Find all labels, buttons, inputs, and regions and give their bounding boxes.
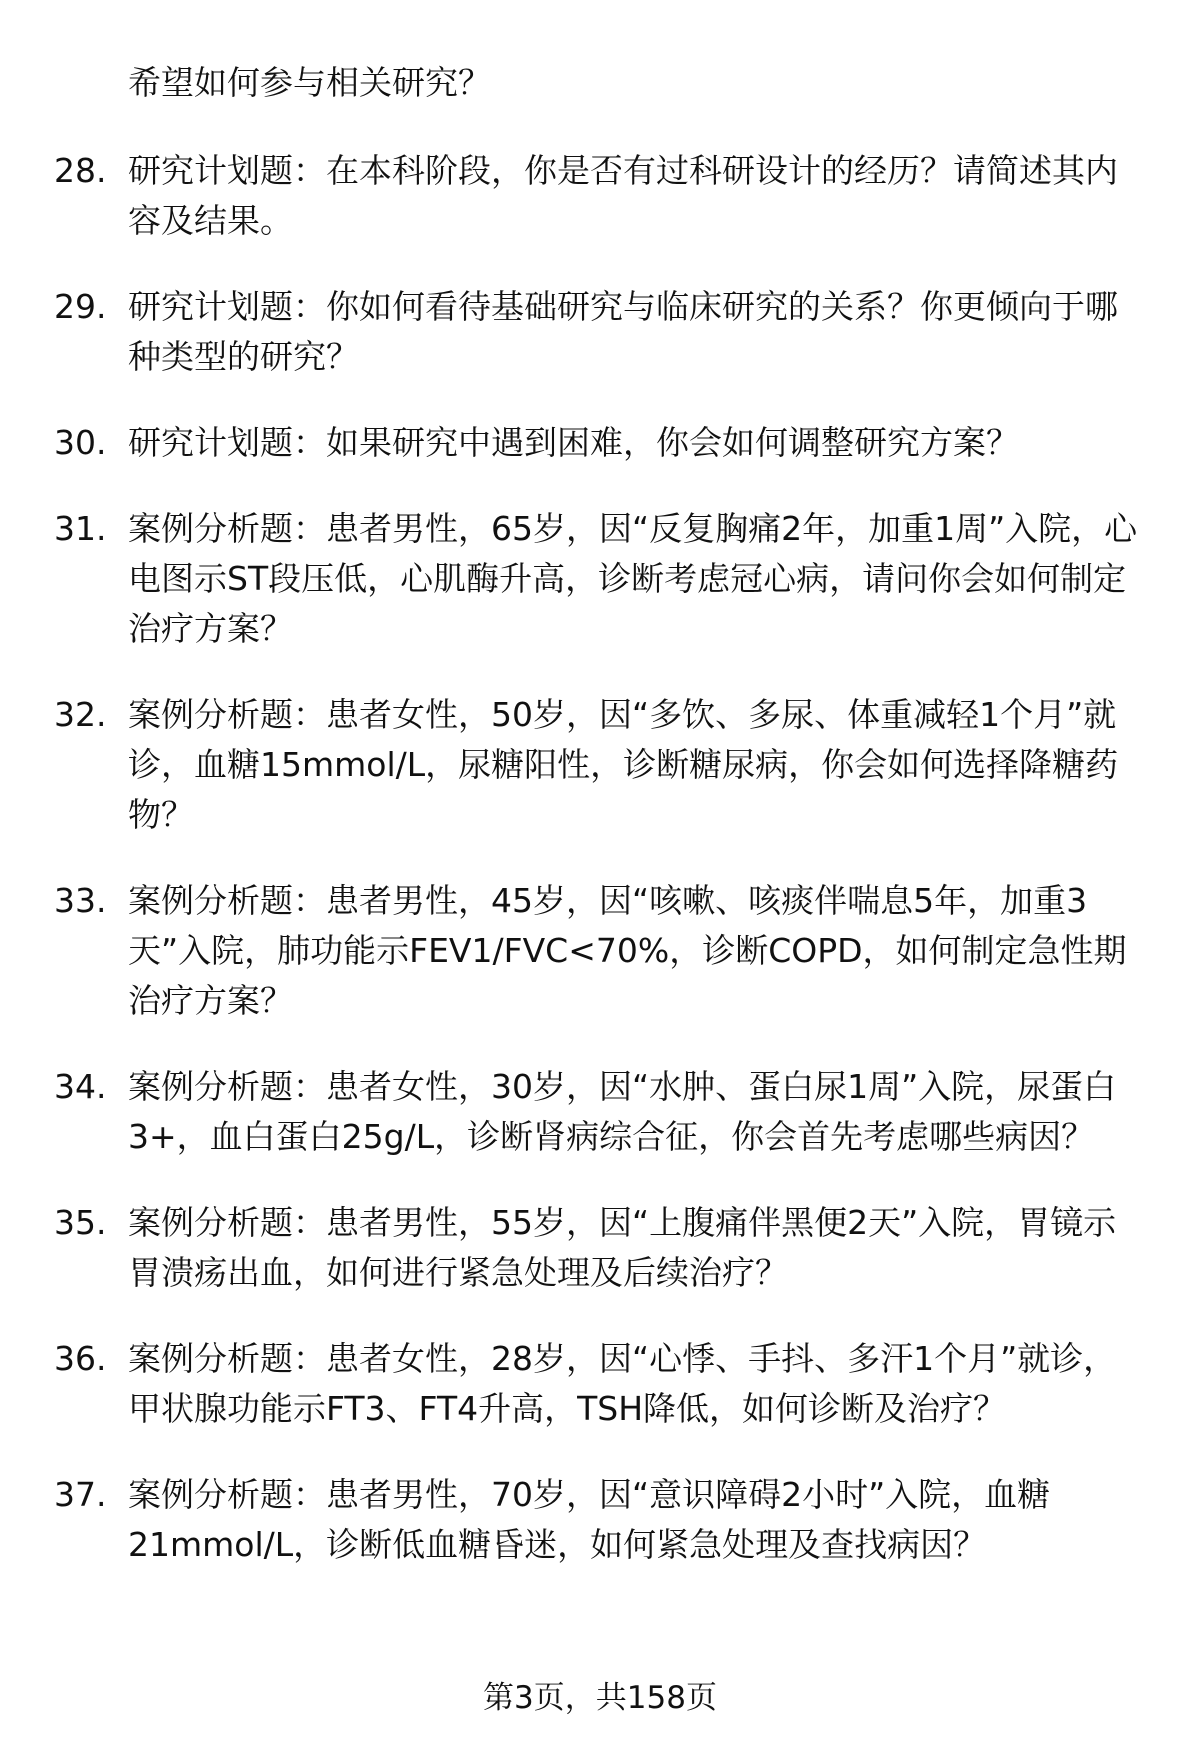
question-item bbox=[0, 282, 1200, 382]
question-text: 案例分析题：患者女性，28岁，因“心悸、手抖、多汗1个月”就诊，甲状腺功能示FT3、FT4升高，TSH降低，如何诊断及治疗？ bbox=[128, 1339, 1117, 1428]
question-number: 34. bbox=[54, 1067, 107, 1106]
question-list bbox=[0, 146, 1200, 1606]
question-number: 31. bbox=[54, 509, 107, 548]
question-text: 案例分析题：患者男性，70岁，因“意识障碍2小时”入院，血糖21mmol/L，诊断低血糖昏迷，如何紧急处理及查找病因？ bbox=[128, 1475, 1051, 1564]
question-number: 37. bbox=[54, 1475, 107, 1514]
question-number: 32. bbox=[54, 695, 107, 734]
question-item bbox=[0, 146, 1200, 246]
question-item bbox=[0, 690, 1200, 840]
question-text: 案例分析题：患者男性，45岁，因“咳嗽、咳痰伴喘息5年，加重3天”入院，肺功能示FEV1/FVC<70%，诊断COPD，如何制定急性期治疗方案？ bbox=[128, 881, 1127, 1020]
question-text: 研究计划题：你如何看待基础研究与临床研究的关系？你更倾向于哪种类型的研究？ bbox=[128, 287, 1118, 376]
question-item bbox=[0, 1334, 1200, 1434]
question-number: 36. bbox=[54, 1339, 107, 1378]
question-item bbox=[0, 1062, 1200, 1162]
question-text: 案例分析题：患者男性，55岁，因“上腹痛伴黑便2天”入院，胃镜示胃溃疡出血，如何进行紧急处理及后续治疗？ bbox=[128, 1203, 1117, 1292]
question-item bbox=[0, 1198, 1200, 1298]
question-item bbox=[0, 504, 1200, 654]
question-item bbox=[0, 1470, 1200, 1570]
question-number: 33. bbox=[54, 881, 107, 920]
question-item bbox=[0, 876, 1200, 1026]
question-number: 30. bbox=[54, 423, 107, 462]
question-text: 案例分析题：患者女性，50岁，因“多饮、多尿、体重减轻1个月”就诊，血糖15mmol/L，尿糖阳性，诊断糖尿病，你会如何选择降糖药物？ bbox=[128, 695, 1119, 834]
continuation-text: 希望如何参与相关研究？ bbox=[128, 63, 491, 102]
question-number: 35. bbox=[54, 1203, 107, 1242]
page-footer: 第3页，共158页 bbox=[483, 1680, 717, 1716]
question-number: 28. bbox=[54, 151, 107, 190]
question-number: 29. bbox=[54, 287, 107, 326]
question-item bbox=[0, 418, 1200, 468]
question-text: 案例分析题：患者女性，30岁，因“水肿、蛋白尿1周”入院，尿蛋白3+，血白蛋白25g/L，诊断肾病综合征，你会首先考虑哪些病因？ bbox=[128, 1067, 1117, 1156]
question-text: 研究计划题：在本科阶段，你是否有过科研设计的经历？请简述其内容及结果。 bbox=[128, 151, 1118, 240]
question-text: 研究计划题：如果研究中遇到困难，你会如何调整研究方案？ bbox=[128, 423, 1019, 462]
question-text: 案例分析题：患者男性，65岁，因“反复胸痛2年，加重1周”入院，心电图示ST段压低，心肌酶升高，诊断考虑冠心病，请问你会如何制定治疗方案？ bbox=[128, 509, 1138, 648]
